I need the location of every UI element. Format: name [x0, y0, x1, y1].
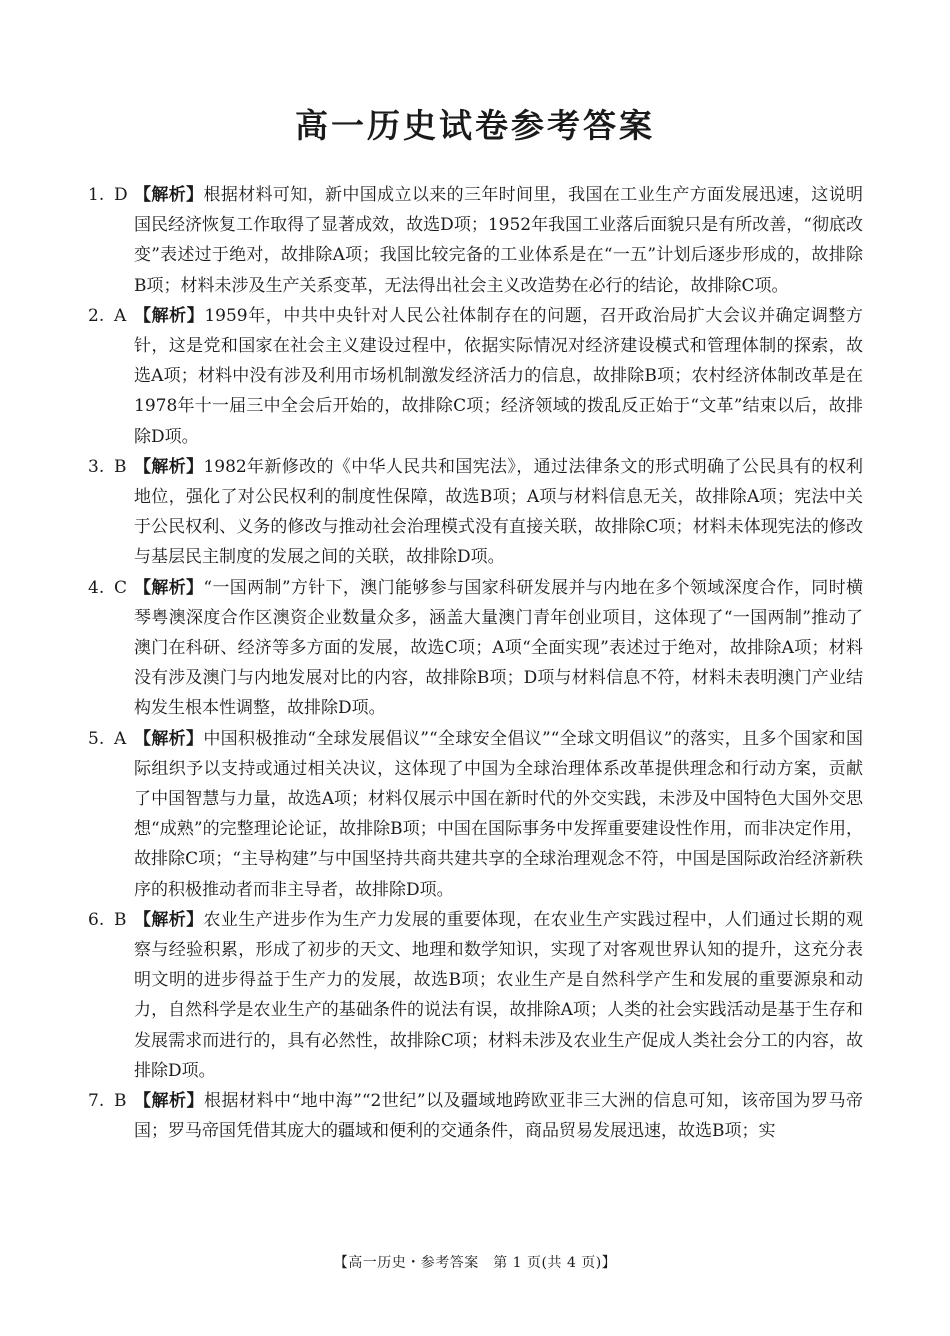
analysis-tag: 【解析】	[134, 456, 204, 477]
analysis-tag: 【解析】	[134, 305, 205, 326]
analysis-text	[134, 573, 863, 724]
analysis-content: “一国两制”方针下，澳门能够参与国家科研发展并与内地在多个领域深度合作，同时横琴粤澳深度合作区澳资企业数量众多，涵盖大量澳门青年创业项目，这体现了“一国两制”推动了澳门在科研、经济等多方面的发展，故选C项；A项“全面实现”表述过于绝对，故排除A项；材料没有涉及澳门与内地发展对比的内容，故排除B项；D项与材料信息不符，材料未表明澳门产业结构发生根本性调整，故排除D项。	[134, 577, 864, 719]
answer-list	[88, 180, 863, 1147]
answer-letter: B	[114, 1091, 127, 1112]
answer-item-5	[88, 724, 863, 905]
question-number: 3.	[88, 456, 105, 477]
analysis-text	[134, 1086, 863, 1146]
analysis-text	[134, 180, 863, 301]
analysis-content: 根据材料可知，新中国成立以来的三年时间里，我国在工业生产方面发展迅速，这说明国民经济恢复工作取得了显著成效，故选D项；1952年我国工业落后面貌只是有所改善，“彻底改变”表述过于绝对，故排除A项；我国比较完备的工业体系是在“一五”计划后逐步形成的，故排除B项；材料未涉及生产关系变革，无法得出社会主义改造势在必行的结论，故排除C项。	[134, 185, 864, 296]
question-number: 5.	[88, 728, 105, 749]
answer-letter: B	[114, 909, 127, 930]
analysis-content: 1982年新修改的《中华人民共和国宪法》，通过法律条文的形式明确了公民具有的权利地位，强化了对公民权利的制度性保障，故选B项；A项与材料信息无关，故排除A项；宪法中关于公民权利、义务的修改与推动社会治理模式没有直接关联，故排除C项；材料未体现宪法的修改与基层民主制度的发展之间的关联，故排除D项。	[134, 456, 864, 568]
answer-item-4	[88, 573, 863, 724]
answer-letter: A	[114, 728, 127, 749]
analysis-text	[134, 905, 863, 1086]
analysis-text	[134, 301, 863, 452]
answer-letter: A	[114, 305, 127, 326]
analysis-content: 根据材料中“地中海”“2世纪”以及疆域地跨欧亚非三大洲的信息可知，该帝国为罗马帝国；罗马帝国凭借其庞大的疆域和便利的交通条件，商品贸易发展迅速，故选B项；实	[134, 1091, 864, 1142]
answer-letter: B	[114, 456, 127, 477]
analysis-tag: 【解析】	[134, 909, 204, 930]
question-number: 4.	[88, 577, 105, 598]
page-title: 高一历史试卷参考答案	[295, 106, 655, 145]
answer-item-7	[88, 1086, 863, 1146]
analysis-content: 中国积极推动“全球发展倡议”“全球安全倡议”“全球文明倡议”的落实，且多个国家和国际组织予以支持或通过相关决议，这体现了中国为全球治理体系改革提供理念和行动方案，贡献了中国智慧与力量，故选A项；材料仅展示中国在新时代的外交实践，未涉及中国特色大国外交思想“成熟”的完整理论论证，故排除B项；中国在国际事务中发挥重要建设性作用，而非决定作用，故排除C项；“主导构建”与中国坚持共商共建共享的全球治理观念不符，中国是国际政治经济新秩序的积极推动者而非主导者，故排除D项。	[134, 728, 863, 900]
analysis-text	[134, 452, 863, 573]
analysis-content: 1959年，中共中央针对人民公社体制存在的问题，召开政治局扩大会议并确定调整方针，这是党和国家在社会主义建设过程中，依据实际情况对经济建设模式和管理体制的探索，故选A项；材料中没有涉及利用市场机制激发经济活力的信息，故排除B项；农村经济体制改革是在1978年十一届三中全会后开始的，故排除C项；经济领域的拨乱反正始于“文革”结束以后，故排除D项。	[134, 305, 864, 447]
answer-item-6	[88, 905, 863, 1086]
answer-item-2	[88, 301, 863, 452]
analysis-tag: 【解析】	[134, 577, 204, 598]
answer-item-1	[88, 180, 863, 301]
analysis-tag: 【解析】	[134, 728, 204, 749]
analysis-tag: 【解析】	[134, 185, 204, 205]
analysis-tag: 【解析】	[134, 1091, 204, 1112]
analysis-text	[134, 724, 863, 905]
question-number: 6.	[88, 909, 105, 930]
analysis-content: 农业生产进步作为生产力发展的重要体现，在农业生产实践过程中，人们通过长期的观察与经验积累，形成了初步的天文、地理和数学知识，实现了对客观世界认知的提升，这充分表明文明的进步得益于生产力的发展，故选B项；农业生产是自然科学产生和发展的重要源泉和动力，自然科学是农业生产的基础条件的说法有误，故排除A项；人类的社会实践活动是基于生存和发展需求而进行的，具有必然性，故排除C项；材料未涉及农业生产促成人类社会分工的内容，故排除D项。	[134, 909, 864, 1081]
answer-letter: D	[114, 185, 128, 205]
answer-item-3	[88, 452, 863, 573]
question-number: 7.	[88, 1091, 105, 1112]
answer-letter: C	[114, 577, 128, 598]
question-number: 1.	[88, 185, 105, 205]
question-number: 2.	[88, 305, 105, 326]
page-footer: 【高一历史・参考答案 第 1 页(共 4 页)】	[333, 1255, 617, 1271]
